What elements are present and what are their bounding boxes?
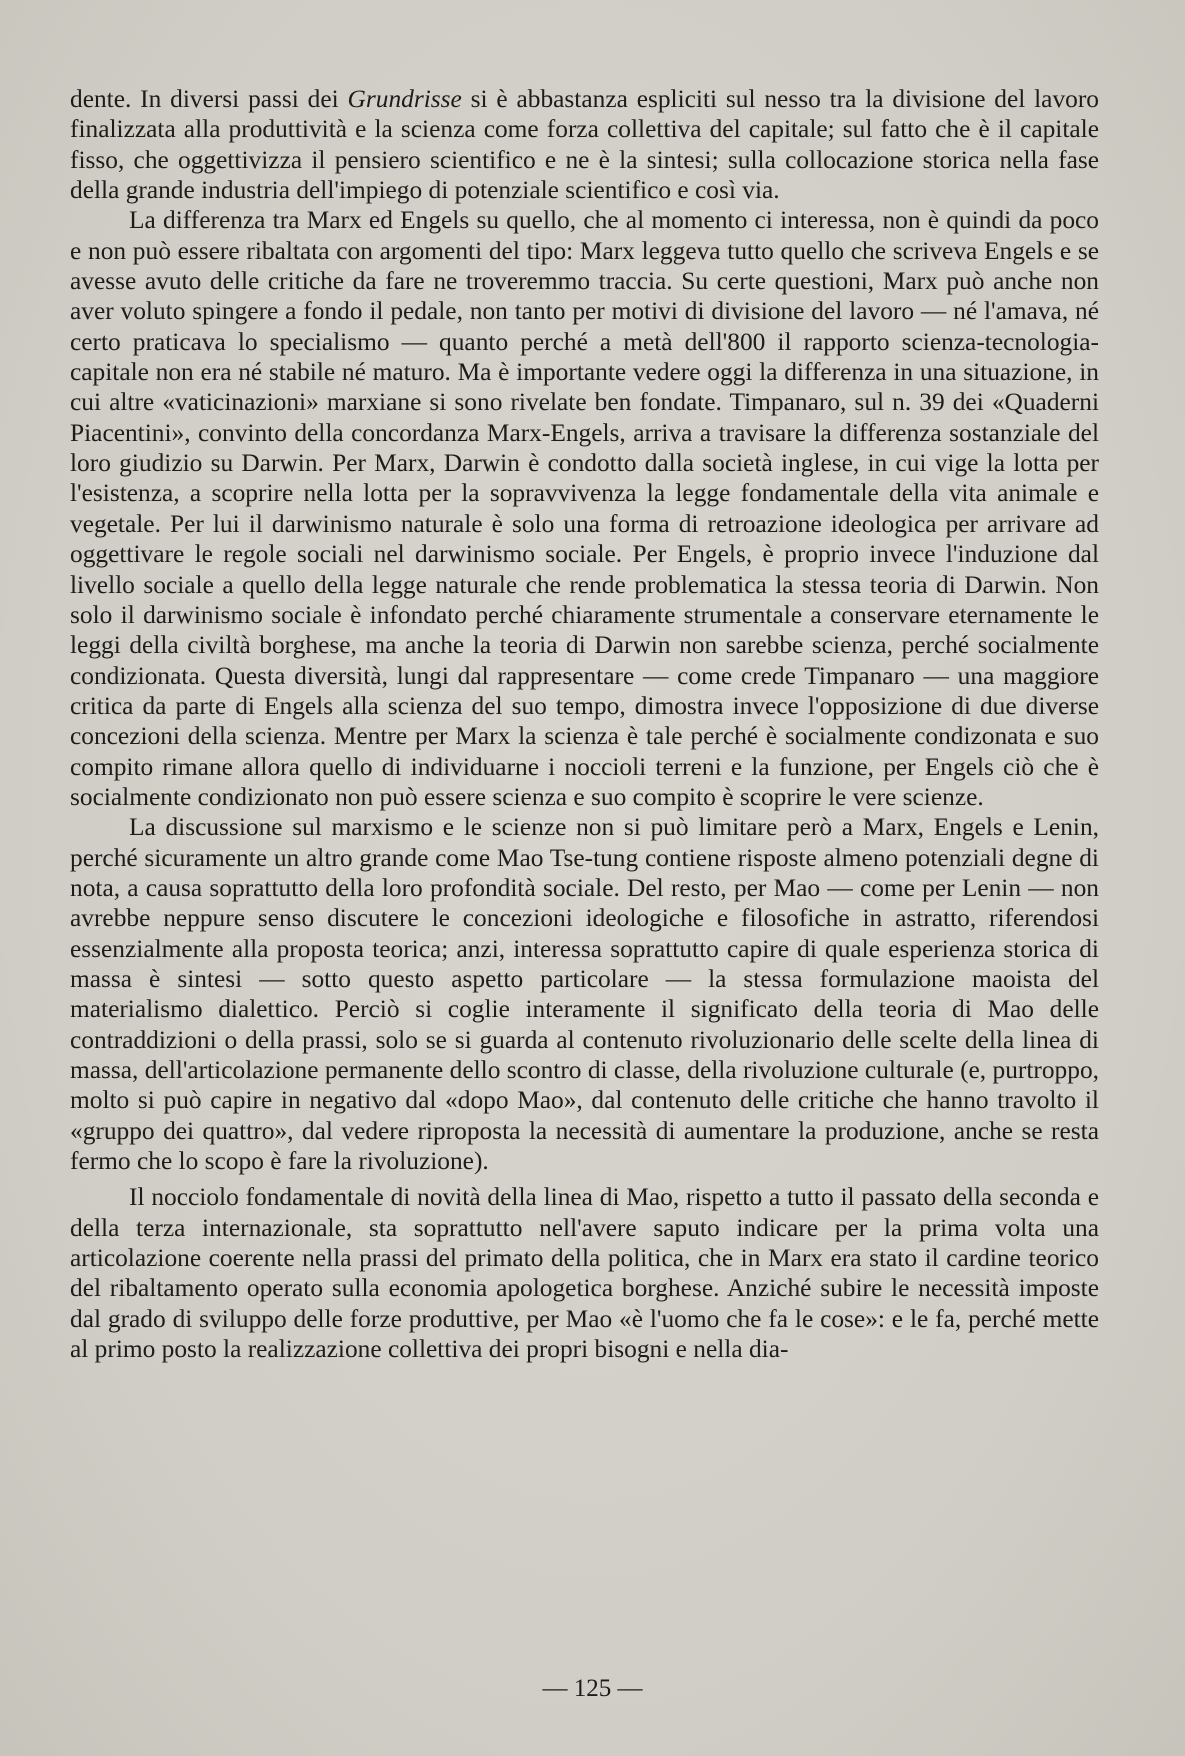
body-text <box>70 84 1099 1364</box>
paragraph-3: La discussione sul marxismo e le scienze non si può limitare però a Marx, Engels e Lenin, perché sicuramente un altro grande come Mao Tse-tung contiene risposte almeno potenziali degne di nota, a causa soprattutto della loro profondità sociale. Del resto, per Mao — come per Lenin — non avrebbe neppure senso discutere le concezioni ideologiche e filosofiche in astratto, riferendosi essenzialmente alla proposta teorica; anzi, interessa soprattutto capire di quale esperienza storica di massa è sintesi — sotto questo aspetto particolare — la stessa formulazione maoista del materialismo dialettico. Perciò si coglie interamente il significato della teoria di Mao delle contraddizioni o della prassi, solo se si guarda al contenuto rivoluzionario delle scelte della linea di massa, dell'articolazione permanente dello scontro di classe, della rivoluzione culturale (e, purtroppo, molto si può capire in negativo dal «dopo Mao», dal contenuto delle critiche che hanno travolto il «gruppo dei quattro», dal vedere riproposta la necessità di aumentare la produzione, anche se resta fermo che lo scopo è fare la rivoluzione). <box>70 813 1099 1176</box>
paragraph-2: La differenza tra Marx ed Engels su quello, che al momento ci interessa, non è quindi da poco e non può essere ribaltata con argomenti del tipo: Marx leggeva tutto quello che scriveva Engels e se avesse avuto delle critiche da fare ne troveremmo traccia. Su certe questioni, Marx può anche non aver voluto spingere a fondo il pedale, non tanto per motivi di divisione del lavoro — né l'amava, né certo praticava lo specialismo — quanto perché a metà dell'800 il rapporto scienza-tecnologia-capitale non era né stabile né maturo. Ma è importante vedere oggi la differenza in una situazione, in cui altre «vaticinazioni» marxiane si sono rivelate ben fondate. Timpanaro, sul n. 39 dei «Quaderni Piacentini», convinto della concordanza Marx-Engels, arriva a travisare la differenza sostanziale del loro giudizio su Darwin. Per Marx, Darwin è condotto dalla società inglese, in cui vige la lotta per l'esistenza, a scoprire nella lotta per la sopravvivenza la legge fondamentale della vita animale e vegetale. Per lui il darwinismo naturale è solo una forma di retroazione ideologica per arrivare ad oggettivare le regole sociali nel darwinismo sociale. Per Engels, è proprio invece l'induzione dal livello sociale a quello della legge naturale che rende problematica la stessa teoria di Darwin. Non solo il darwinismo sociale è infondato perché chiaramente strumentale a conservare eternamente le leggi della civiltà borghese, ma anche la teoria di Darwin non sarebbe scienza, perché socialmente condizionata. Questa diversità, lungi dal rappresentare — come crede Timpanaro — una maggiore critica da parte di Engels alla scienza del suo tempo, dimostra invece l'opposizione di due diverse concezioni della scienza. Mentre per Marx la scienza è tale perché è socialmente condizonata e suo compito rimane allora quello di individuarne i noccioli terreni e la funzione, per Engels ciò che è socialmente condizionato non può essere scienza e suo compito è scoprire le vere scienze. <box>70 206 1099 811</box>
grundrisse-title: Grundrisse <box>347 85 462 113</box>
paragraph-4: Il nocciolo fondamentale di novità della linea di Mao, rispetto a tutto il passato della seconda e della terza internazionale, sta soprattutto nell'avere saputo indicare per la prima volta una articolazione coerente nella prassi del primato della politica, che in Marx era stato il cardine teorico del ribaltamento operato sulla economia apologetica borghese. Anziché subire le necessità imposte dal grado di sviluppo delle forze produttive, per Mao «è l'uomo che fa le cose»: e le fa, perché mette al primo posto la realizzazione collettiva dei propri bisogni e nella dia- <box>70 1183 1099 1364</box>
paragraph-1 <box>70 84 1099 205</box>
paragraph-1-end: si è abbastanza espliciti sul nesso tra la divisione del lavoro finalizzata alla produttività e la scienza come forza collettiva del capitale; sul fatto che è il capitale fisso, che oggettivizza il pensiero scientifico e ne è la sintesi; sulla collocazione storica nella fase della grande industria dell'impiego di potenziale scientifico e così via. <box>70 85 1099 205</box>
paragraph-1-start: dente. In diversi passi dei <box>70 85 348 113</box>
page-number: — 125 — <box>542 1675 643 1702</box>
